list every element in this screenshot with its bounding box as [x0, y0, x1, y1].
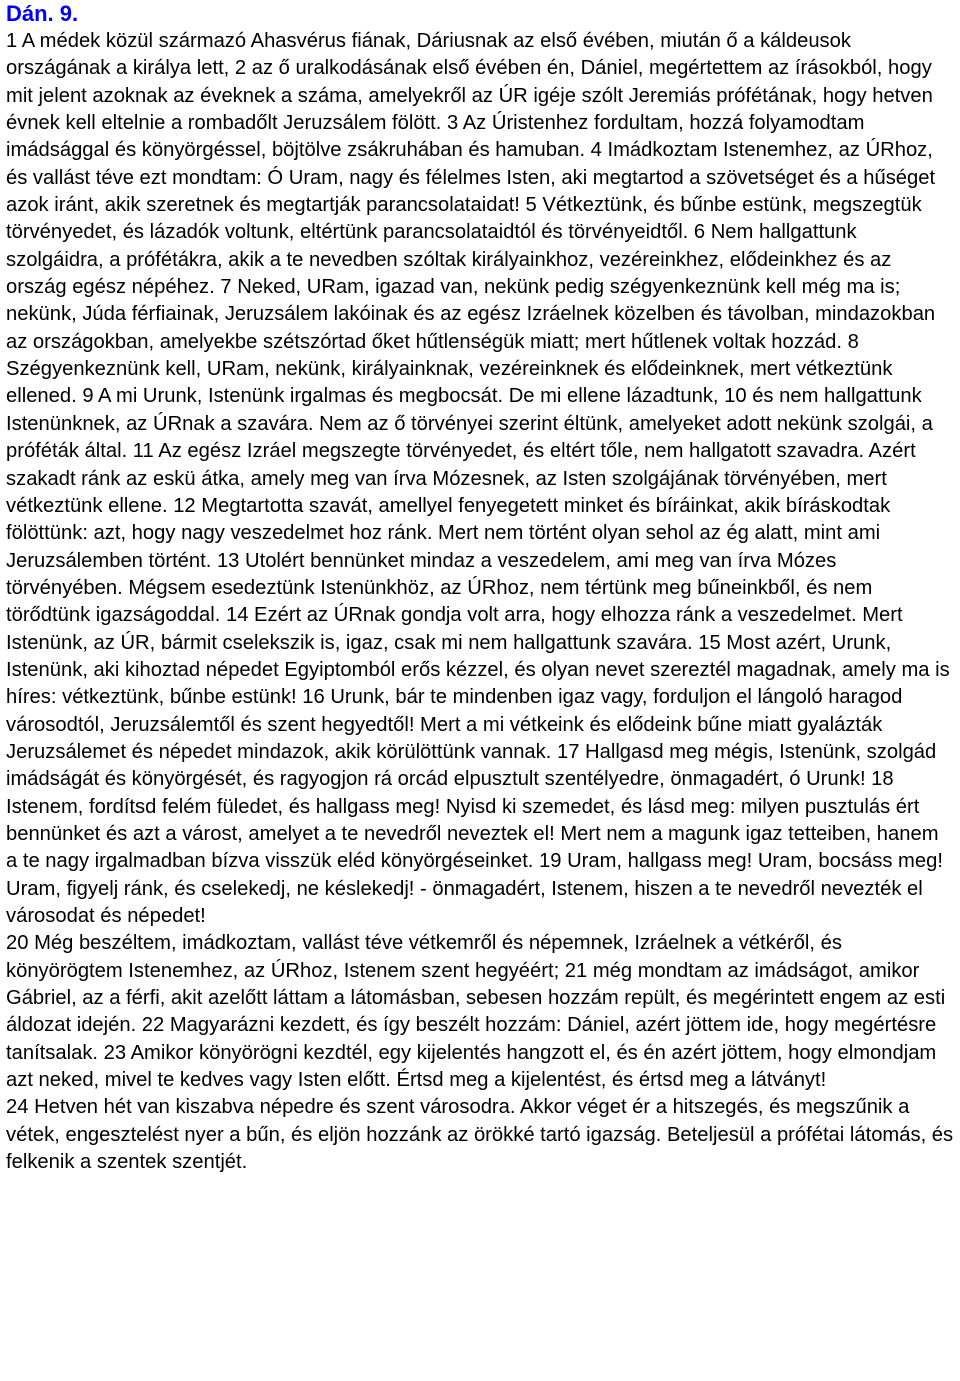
paragraph-verses-1-19: 1 A médek közül származó Ahasvérus fiának, Dáriusnak az első évében, miután ő a káldeusok országának a királya lett, 2 az ő uralkodásának első évében én, Dániel, megértettem az írásokból, hogy mit jelent azoknak az éveknek a száma, amelyekről az ÚR igéje szólt Jeremiás prófétának, hogy hetven évnek kell eltelnie a rombadőlt Jeruzsálem fölött. 3 Az Úristenhez fordultam, hozzá folyamodtam imádsággal és könyörgéssel, böjtölve zsákruhában és hamuban. 4 Imádkoztam Istenemhez, az ÚRhoz, és vallást téve ezt mondtam: Ó Uram, nagy és félelmes Isten, aki megtartod a szövetséget és a hűséget azok iránt, akik szeretnek és megtartják parancsolataidat! 5 Vétkeztünk, és bűnbe estünk, megszegtük törvényedet, és lázadók voltunk, eltértünk parancsolataidtól és törvényeidtől. 6 Nem hallgattunk szolgáidra, a prófétákra, akik a te nevedben szóltak királyainkhoz, vezéreinkhez, elődeinkhez és az ország egész népéhez. 7 Neked, URam, igazad van, nekünk pedig szégyenkeznünk kell még ma is; nekünk, Júda férfiainak, Jeruzsálem lakóinak és az egész Izráelnek közelben és távolban, mindazokban az országokban, amelyekbe szétszórtad őket hűtlenségük miatt; mert hűtlenek voltak hozzád. 8 Szégyenkeznünk kell, URam, nekünk, királyainknak, vezéreinknek és elődeinknek, mert vétkeztünk ellened. 9 A mi Urunk, Istenünk irgalmas és megbocsát. De mi ellene lázadtunk, 10 és nem hallgattunk Istenünknek, az ÚRnak a szavára. Nem az ő törvényei szerint éltünk, amelyeket adott nekünk szolgái, a próféták által. 11 Az egész Izráel megszegte törvényedet, és eltért tőle, nem hallgatott szavadra. Azért szakadt ránk az eskü átka, amely meg van írva Mózesnek, az Isten szolgájának törvényében, mert vétkeztünk ellene. 12 Megtartotta szavát, amellyel fenyegetett minket és bíráinkat, akik bíráskodtak fölöttünk: azt, hogy nagy veszedelmet hoz ránk. Mert nem történt olyan sehol az ég alatt, mint ami Jeruzsálemben történt. 13 Utolért bennünket mindaz a veszedelem, ami meg van írva Mózes törvényében. Mégsem esedeztünk Istenünkhöz, az ÚRhoz, nem tértünk meg bűneinkből, és nem törődtünk igazságoddal. 14 Ezért az ÚRnak gondja volt arra, hogy elhozza ránk a veszedelmet. Mert Istenünk, az ÚR, bármit cselekszik is, igaz, csak mi nem hallgattunk szavára. 15 Most azért, Urunk, Istenünk, aki kihoztad népedet Egyiptomból erős kézzel, és olyan nevet szereztél magadnak, amely ma is híres: vétkeztünk, bűnbe estünk! 16 Urunk, bár te mindenben igaz vagy, forduljon el lángoló haragod városodtól, Jeruzsálemtől és szent hegyedtől! Mert a mi vétkeink és elődeink bűne miatt gyalázták Jeruzsálemet és népedet mindazok, akik körülöttünk vannak. 17 Hallgasd meg mégis, Istenünk, szolgád imádságát és könyörgését, és ragyogjon rá orcád elpusztult szentélyedre, önmagadért, ó Urunk! 18 Istenem, fordítsd felém füledet, és hallgass meg! Nyisd ki szemedet, és lásd meg: milyen pusztulás ért bennünket és azt a várost, amelyet a te nevedről neveztek el! Mert nem a magunk igaz tetteiben, hanem a te nagy irgalmadban bízva visszük eléd könyörgéseinket. 19 Uram, hallgass meg! Uram, bocsáss meg! Uram, figyelj ránk, és cselekedj, ne késlekedj! - önmagadért, Istenem, hiszen a te nevedről nevezték el városodat és népedet! — [6, 30, 950, 927]
paragraph-verse-24: 24 Hetven hét van kiszabva népedre és szent városodra. Akkor véget ér a hitszegés, és megszűnik a vétek, engesztelést nyer a bűn, és eljön hozzánk az örökké tartó igazság. Beteljesül a prófétai látomás, és felkenik a szentek szentjét. — [6, 1096, 954, 1174]
chapter-body — [6, 28, 954, 1176]
chapter-title: Dán. 9. — [6, 1, 79, 26]
paragraph-verses-20-23: 20 Még beszéltem, imádkoztam, vallást téve vétkemről és népemnek, Izráelnek a vétkéről, és könyörögtem Istenemhez, az ÚRhoz, Istenem szent hegyéért; 21 még mondtam az imádságot, amikor Gábriel, az a férfi, akit azelőtt láttam a látomásban, sebesen hozzám repült, és megérintett engem az esti áldozat idején. 22 Magyarázni kezdett, és így beszélt hozzám: Dániel, azért jöttem ide, hogy megértésre tanítsalak. 23 Amikor könyörögni kezdtél, egy kijelentés hangzott el, és én azért jöttem, hogy elmondjam azt neked, mivel te kedves vagy Isten előtt. Értsd meg a kijelentést, és értsd meg a látványt! — [6, 932, 946, 1092]
